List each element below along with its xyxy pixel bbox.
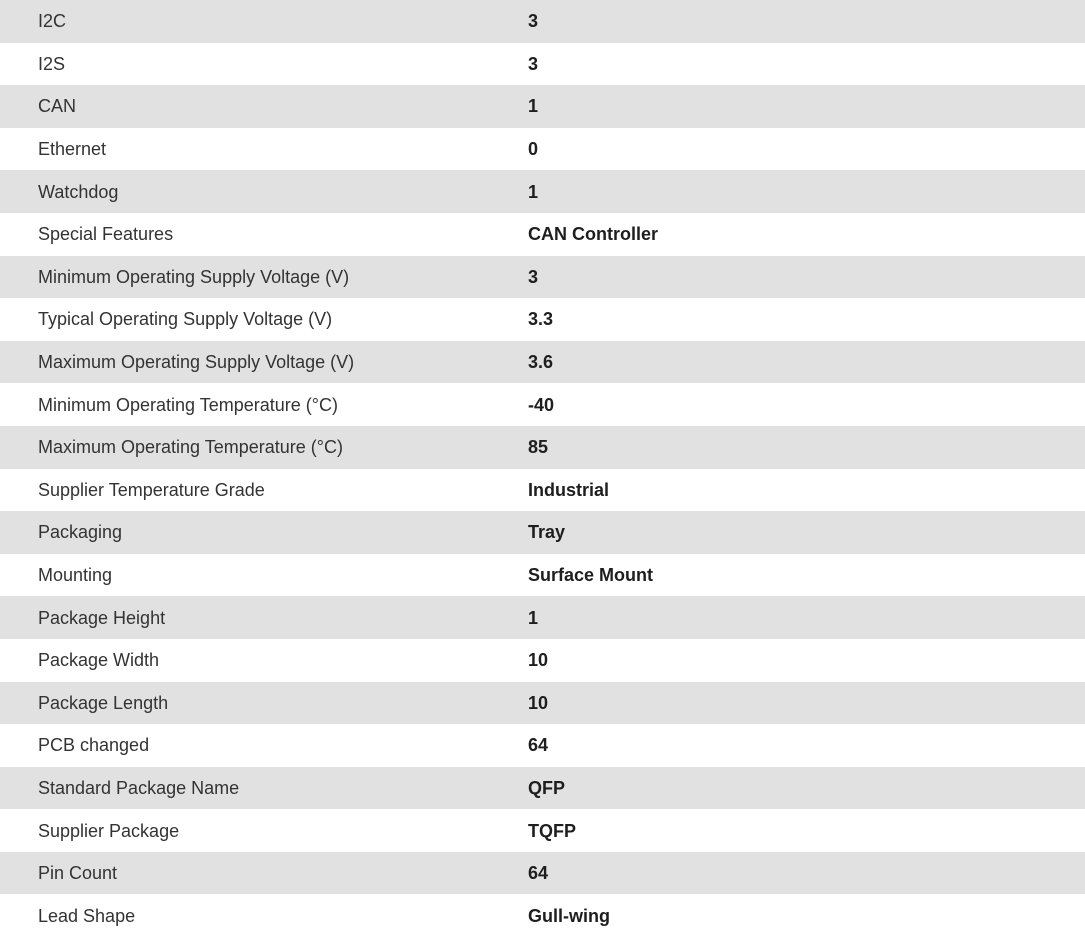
spec-value: CAN Controller — [528, 224, 658, 245]
spec-row-typ-supply-voltage — [0, 298, 1085, 341]
spec-row-min-temperature — [0, 383, 1085, 426]
spec-label: Supplier Package — [38, 820, 180, 841]
spec-value: TQFP — [528, 820, 576, 841]
spec-row-packaging — [0, 511, 1085, 554]
spec-value: 3.3 — [528, 309, 554, 330]
spec-row-standard-package-name — [0, 767, 1085, 810]
spec-value: 64 — [528, 863, 549, 884]
spec-value: 0 — [528, 139, 539, 160]
spec-value: QFP — [528, 777, 566, 798]
spec-row-pcb-changed — [0, 724, 1085, 767]
spec-value: Industrial — [528, 479, 610, 500]
spec-value: 1 — [528, 181, 539, 202]
spec-value: 1 — [528, 96, 539, 117]
spec-label: Supplier Temperature Grade — [38, 479, 265, 500]
spec-label: Special Features — [38, 224, 174, 245]
spec-label: Packaging — [38, 522, 123, 543]
spec-row-package-length — [0, 682, 1085, 725]
spec-value: 3 — [528, 11, 539, 32]
spec-label: PCB changed — [38, 735, 150, 756]
spec-label: Typical Operating Supply Voltage (V) — [38, 309, 333, 330]
spec-value: Tray — [528, 522, 566, 543]
spec-row-temperature-grade — [0, 469, 1085, 512]
spec-row-lead-shape — [0, 894, 1085, 937]
spec-value: -40 — [528, 394, 555, 415]
spec-row-i2s — [0, 43, 1085, 86]
spec-row-supplier-package — [0, 809, 1085, 852]
spec-row-special-features — [0, 213, 1085, 256]
spec-value: 3.6 — [528, 352, 554, 373]
spec-row-i2c — [0, 0, 1085, 43]
spec-row-package-width — [0, 639, 1085, 682]
spec-label: Package Height — [38, 607, 166, 628]
spec-row-pin-count — [0, 852, 1085, 895]
spec-label: Minimum Operating Supply Voltage (V) — [38, 266, 350, 287]
spec-value: 3 — [528, 53, 539, 74]
spec-label: Package Length — [38, 692, 169, 713]
spec-value: 64 — [528, 735, 549, 756]
spec-label: Package Width — [38, 650, 160, 671]
spec-label: Lead Shape — [38, 905, 136, 926]
spec-label: CAN — [38, 96, 77, 117]
spec-row-ethernet — [0, 128, 1085, 171]
spec-label: Standard Package Name — [38, 777, 240, 798]
spec-label: Pin Count — [38, 863, 118, 884]
spec-value: Gull-wing — [528, 905, 610, 926]
spec-label: I2S — [38, 53, 66, 74]
spec-label: Maximum Operating Temperature (°C) — [38, 437, 343, 458]
spec-row-can — [0, 85, 1085, 128]
spec-label: Ethernet — [38, 139, 107, 160]
spec-row-mounting — [0, 554, 1085, 597]
spec-label: Mounting — [38, 565, 113, 586]
spec-label: Watchdog — [38, 181, 119, 202]
spec-value: 1 — [528, 607, 539, 628]
spec-value: 85 — [528, 437, 549, 458]
spec-row-watchdog — [0, 170, 1085, 213]
spec-value: 10 — [528, 650, 549, 671]
spec-row-max-supply-voltage — [0, 341, 1085, 384]
spec-row-min-supply-voltage — [0, 256, 1085, 299]
spec-label: Maximum Operating Supply Voltage (V) — [38, 352, 355, 373]
spec-label: I2C — [38, 11, 67, 32]
spec-value: Surface Mount — [528, 565, 654, 586]
spec-row-max-temperature — [0, 426, 1085, 469]
spec-label: Minimum Operating Temperature (°C) — [38, 394, 338, 415]
spec-value: 3 — [528, 266, 539, 287]
spec-value: 10 — [528, 692, 549, 713]
spec-row-package-height — [0, 596, 1085, 639]
